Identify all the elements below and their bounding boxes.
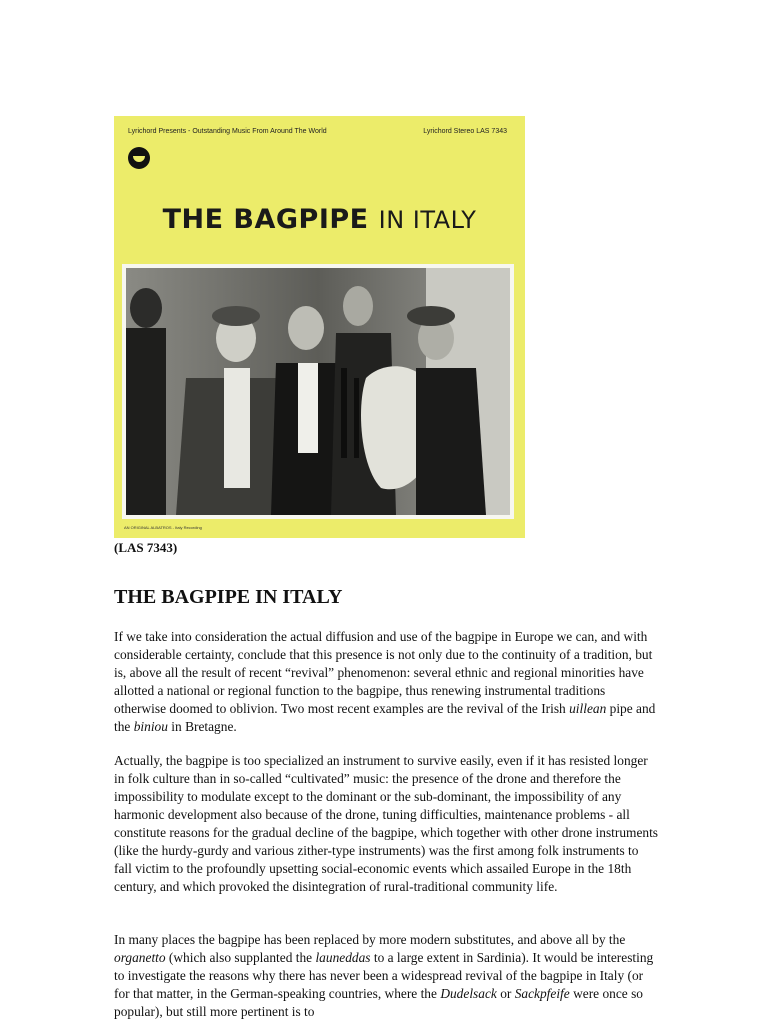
paragraph-1-text: in Bretagne. [167,719,237,734]
paragraph-3-text: to a large extent in Sardinia). It would be interesting to investigate the reasons why there has never been a widespread revival of the bagpipe in Italy (or for that matter, in the German-speaking countries, where the [114,950,654,1001]
paragraph-3-text: or [496,986,515,1001]
album-cover-title-bold: THE BAGPIPE [162,204,369,235]
launeddas-term: launeddas [315,950,371,965]
dudelsack-term: Dudelsack [440,986,497,1001]
album-cover-header-left: Lyrichord Presents - Outstanding Music From Around The World [128,128,327,135]
album-cover-credit: AN ORIGINAL ALBATROS - Italy Recording [124,525,202,530]
lyrichord-logo-icon [128,147,150,169]
biniou-term: biniou [133,719,168,734]
sackpfeife-term: Sackpfeife [514,986,570,1001]
album-cover-header [128,128,507,135]
paragraph-3 [114,931,659,1021]
uillean-term: uillean [569,701,607,716]
paragraph-1-text: If we take into consideration the actual diffusion and use of the bagpipe in Europe we can, and with considerable certainty, conclude that this presence is not only due to the continuity of a tradition, but is, above all the result of recent “revival” phenomenon: several ethnic and regional minorities have allotted a national or regional function to the bagpipe, thus renewing instrumental traditions otherwise doomed to oblivion. Two most recent examples are the revival of the Irish [114,629,653,716]
album-cover-title [114,204,525,235]
musicians-photo-illustration [126,268,510,515]
album-cover-header-right: Lyrichord Stereo LAS 7343 [423,128,507,135]
paragraph-1-text: pipe and the [114,701,656,734]
album-cover-title-light: IN ITALY [378,206,477,234]
organetto-term: organetto [114,950,166,965]
paragraph-2: Actually, the bagpipe is too specialized an instrument to survive easily, even if it has resisted longer in folk culture than in so-called “cultivated” music: the presence of the drone and therefore the impossibility to modulate except to the dominant or the sub-dominant, the impossibility of any harmonic development also because of the drone, tuning difficulties, maintenance problems - all constitute reasons for the gradual decline of the bagpipe, which together with other drone instruments (like the hurdy-gurdy and various zither-type instruments) was the first among folk instruments to fall victim to the profoundly upsetting social-economic events which assailed Europe in the 18th century, and which provoked the disintegration of rural-traditional community life. [114,753,659,894]
paragraph-3-text: (which also supplanted the [165,950,316,965]
album-photo-image [126,268,510,515]
album-cover [114,116,525,538]
paragraph-3-text: In many places the bagpipe has been replaced by more modern substitutes, and above all by the [114,932,626,947]
paragraph-1 [114,628,659,736]
catalog-caption: (LAS 7343) [114,540,178,555]
paragraph-3-text: were once so popular), but still more pertinent is to [114,986,643,1019]
album-cover-photo [122,264,514,519]
page-heading: THE BAGPIPE IN ITALY [114,586,343,608]
